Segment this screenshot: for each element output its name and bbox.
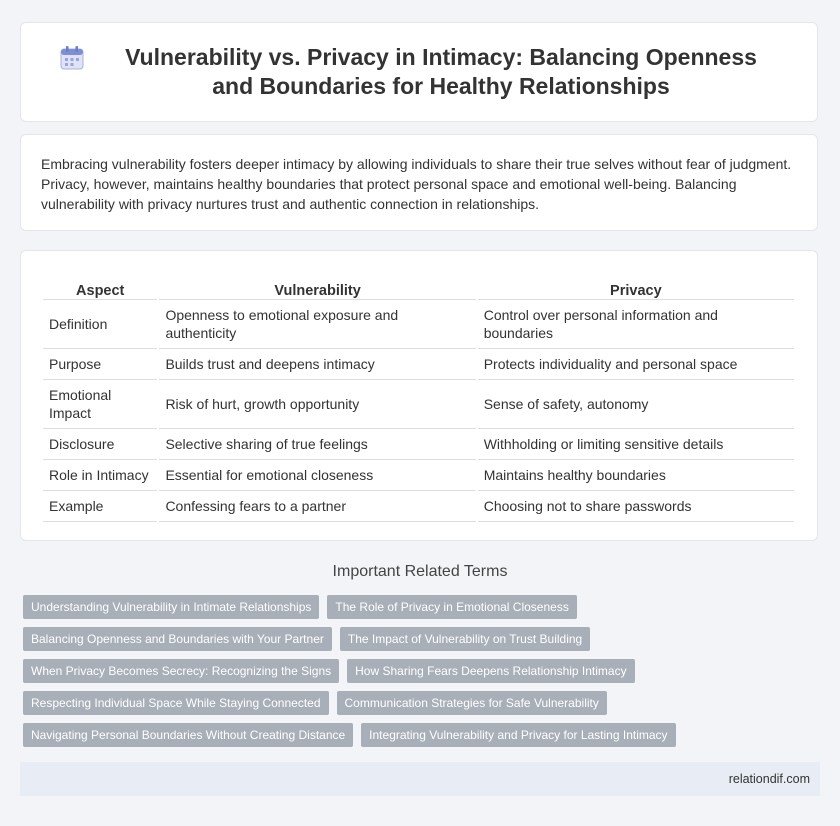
footer-site-name[interactable]: relationdif.com bbox=[728, 772, 810, 786]
header-card bbox=[20, 22, 818, 122]
table-row bbox=[43, 349, 794, 380]
table-cell: Builds trust and deepens intimacy bbox=[159, 349, 475, 380]
related-term-tag[interactable]: When Privacy Becomes Secrecy: Recognizing the Signs bbox=[23, 659, 339, 683]
table-row bbox=[43, 491, 794, 522]
table-cell: Emotional Impact bbox=[43, 380, 157, 429]
header-vulnerability: Vulnerability bbox=[159, 273, 475, 300]
table-cell: Disclosure bbox=[43, 429, 157, 460]
table-cell: Essential for emotional closeness bbox=[159, 460, 475, 491]
table-cell: Control over personal information and boundaries bbox=[478, 300, 794, 349]
table-cell: Openness to emotional exposure and authenticity bbox=[159, 300, 475, 349]
intro-card bbox=[20, 134, 818, 231]
header-privacy: Privacy bbox=[478, 273, 794, 300]
table-cell: Purpose bbox=[43, 349, 157, 380]
related-term-tag[interactable]: Respecting Individual Space While Staying Connected bbox=[23, 691, 329, 715]
table-row bbox=[43, 460, 794, 491]
table-row bbox=[43, 429, 794, 460]
related-term-tag[interactable]: How Sharing Fears Deepens Relationship Intimacy bbox=[347, 659, 634, 683]
table-cell: Risk of hurt, growth opportunity bbox=[159, 380, 475, 429]
comparison-table-card bbox=[20, 250, 818, 541]
table-cell: Sense of safety, autonomy bbox=[478, 380, 794, 429]
related-term-tag[interactable]: Communication Strategies for Safe Vulnerability bbox=[337, 691, 607, 715]
related-term-tag[interactable]: Integrating Vulnerability and Privacy for Lasting Intimacy bbox=[361, 723, 675, 747]
related-term-tag[interactable]: Understanding Vulnerability in Intimate Relationships bbox=[23, 595, 319, 619]
page-title: Vulnerability vs. Privacy in Intimacy: Balancing Openness and Boundaries for Healthy Relationships bbox=[125, 44, 757, 99]
comparison-table bbox=[41, 273, 796, 522]
table-cell: Definition bbox=[43, 300, 157, 349]
intro-text: Embracing vulnerability fosters deeper intimacy by allowing individuals to share their true selves without fear of judgment. Privacy, however, maintains healthy boundaries that protect personal space and emotional well-being. Balancing vulnerability with privacy nurtures trust and authentic connection in relationships. bbox=[41, 156, 792, 212]
footer bbox=[20, 762, 820, 796]
table-row bbox=[43, 380, 794, 429]
table-cell: Role in Intimacy bbox=[43, 460, 157, 491]
table-cell: Selective sharing of true feelings bbox=[159, 429, 475, 460]
table-row bbox=[43, 300, 794, 349]
table-cell: Maintains healthy boundaries bbox=[478, 460, 794, 491]
table-cell: Example bbox=[43, 491, 157, 522]
related-term-tag[interactable]: Balancing Openness and Boundaries with Your Partner bbox=[23, 627, 332, 651]
related-term-tag[interactable]: The Role of Privacy in Emotional Closeness bbox=[327, 595, 576, 619]
related-terms-list bbox=[23, 595, 813, 755]
header-aspect: Aspect bbox=[43, 273, 157, 300]
related-term-tag[interactable]: Navigating Personal Boundaries Without Creating Distance bbox=[23, 723, 353, 747]
table-cell: Withholding or limiting sensitive details bbox=[478, 429, 794, 460]
calendar-icon bbox=[59, 45, 85, 71]
related-terms-heading: Important Related Terms bbox=[332, 563, 508, 580]
table-cell: Choosing not to share passwords bbox=[478, 491, 794, 522]
table-cell: Confessing fears to a partner bbox=[159, 491, 475, 522]
related-term-tag[interactable]: The Impact of Vulnerability on Trust Building bbox=[340, 627, 590, 651]
table-cell: Protects individuality and personal space bbox=[478, 349, 794, 380]
table-header-row bbox=[43, 273, 794, 300]
